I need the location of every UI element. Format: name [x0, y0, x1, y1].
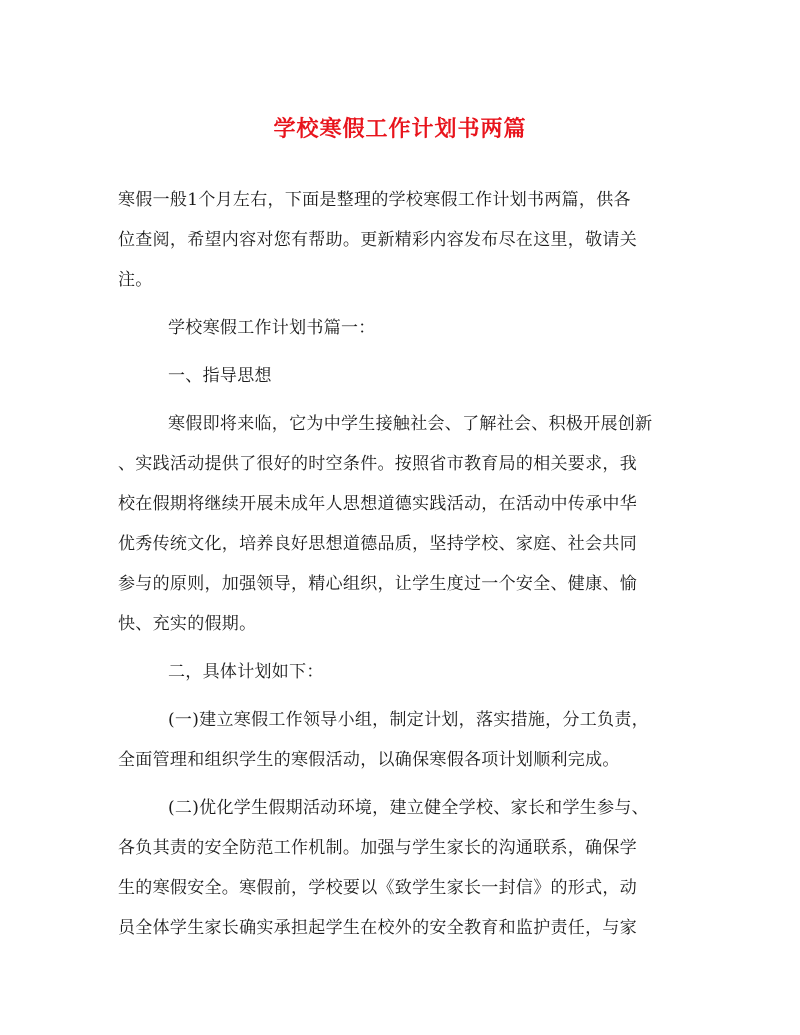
paragraph-plan-item-1 — [118, 700, 688, 780]
paragraph-guiding-thought — [118, 404, 688, 644]
paragraph-plan-item-2 — [118, 788, 688, 948]
text-line: 寒假一般1个月左右，下面是整理的学校寒假工作计划书两篇，供各 — [118, 190, 631, 210]
text-line: 生的寒假安全。寒假前，学校要以《致学生家长一封信》的形式，动 — [118, 878, 637, 898]
text-line: (二)优化学生假期活动环境，建立健全学校、家长和学生参与、 — [168, 798, 649, 818]
text-line: 快、充实的假期。 — [118, 614, 257, 634]
text-line: 一、指导思想 — [168, 366, 272, 386]
paragraph-intro — [118, 180, 688, 300]
text-line: 位查阅，希望内容对您有帮助。更新精彩内容发布尽在这里，敬请关 — [118, 230, 637, 250]
text-line: 注。 — [118, 270, 153, 290]
document-body — [118, 180, 688, 956]
text-line: 各负其责的安全防范工作机制。加强与学生家长的沟通联系，确保学 — [118, 838, 637, 858]
section-heading-plan-one — [118, 308, 688, 348]
section-heading-guiding-thought — [118, 356, 688, 396]
text-line: 全面管理和组织学生的寒假活动，以确保寒假各项计划顺利完成。 — [118, 750, 620, 770]
text-line: 参与的原则，加强领导，精心组织，让学生度过一个安全、健康、愉 — [118, 574, 637, 594]
text-line: 校在假期将继续开展未成年人思想道德实践活动，在活动中传承中华 — [118, 494, 637, 514]
text-line: (一)建立寒假工作领导小组，制定计划，落实措施，分工负责， — [168, 710, 649, 730]
section-heading-specific-plan — [118, 652, 688, 692]
text-line: 优秀传统文化，培养良好思想道德品质，坚持学校、家庭、社会共同 — [118, 534, 637, 554]
text-line: 寒假即将来临，它为中学生接触社会、了解社会、积极开展创新 — [168, 414, 653, 434]
document-title: 学校寒假工作计划书两篇 — [273, 116, 527, 142]
text-line: 、实践活动提供了很好的时空条件。按照省市教育局的相关要求，我 — [118, 454, 637, 474]
text-line: 员全体学生家长确实承担起学生在校外的安全教育和监护责任，与家 — [118, 918, 637, 938]
text-line: 学校寒假工作计划书篇一： — [168, 318, 376, 338]
text-line: 二，具体计划如下： — [168, 662, 324, 682]
